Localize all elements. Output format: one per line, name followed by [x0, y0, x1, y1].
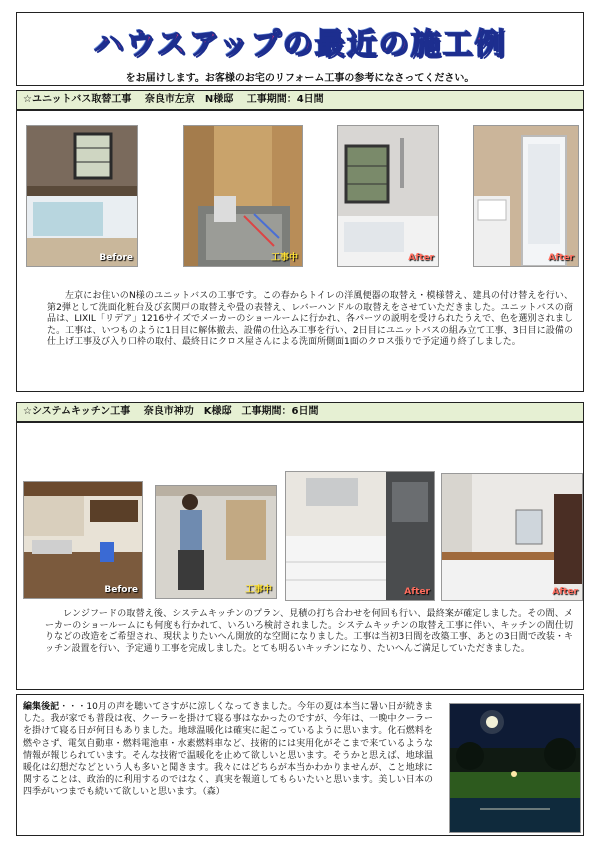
section-1-body	[16, 110, 584, 392]
section-2-photo-after-1	[285, 471, 435, 601]
section-1-heading: ☆ユニットバス取替工事 奈良市左京 N様邸 工事期間：4日間	[16, 90, 584, 110]
editorial-text	[23, 701, 433, 799]
page-title: ハウスアップの最近の施工例	[93, 27, 507, 62]
photo-label: After	[408, 253, 434, 263]
editorial-photo	[449, 703, 581, 833]
photo-label: Before	[104, 585, 138, 595]
section-1-photo-after-2	[473, 125, 579, 267]
editorial-heading: 編集後記	[23, 702, 60, 712]
title-block	[16, 12, 584, 86]
section-1-photo-before	[26, 125, 138, 267]
bath-door-after-image	[474, 126, 578, 266]
section-2-photo-construction	[155, 485, 277, 599]
photo-label: Before	[99, 253, 133, 263]
photo-label: After	[548, 253, 574, 263]
bath-demolition-image	[184, 126, 302, 266]
section-2-body	[16, 422, 584, 690]
section-2-photo-before	[23, 481, 143, 599]
page-subtitle: をお届けします。お客様のお宅のリフォーム工事の参考になさってください。	[125, 73, 475, 84]
kitchen-counter-after-image	[442, 474, 582, 600]
bath-after-image	[338, 126, 438, 266]
photo-label: After	[552, 587, 578, 597]
section-2-photo-after-2	[441, 473, 583, 601]
editorial-body: ・・・10月の声を聴いてさすがに涼しくなってきました。今年の夏は本当に暑い日が続きました。我が家でも普段は夜、クーラーを掛けて寝る事はなかったのですが、今年は、一晩中クーラーを掛けて寝る日が何日もありました。地球温暖化は確実に起こっているように思います。化石燃料を燃やさず、電気自動車・燃料電池車・水素燃料車など、技術的には実用化がそこまで来ているような情報が報じられています。そんな技術で温暖化を止めて欲しいと思います。そうかと思えば、地球温暖化は幻想だなどという人も多いと聞きます。我々にはどちらが本当かわかりませんが、こと地球に関することは、政治的に利用するのではなく、真実を報道してもらいたいと思います。美しい日本の四季がいつまでも続いて欲しいと思います。（森）	[23, 702, 433, 798]
section-1-photo-construction	[183, 125, 303, 267]
section-1-description: 左京にお住いのN様のユニットバスの工事です。この春からトイレの洋風便器の取替え・模様替え、建具の付け替えを行い、第2弾として洗面化粧台及び玄関戸の取替えや畳の表替え、レバーハンドルの取替えをさせていただきました。ユニットバスの商品は、LIXIL「リデア」1216サイズでメーカーのショールームに行かれ、各パーツの説明を受けられたうえで、色を選別されました。工事は、いつものように1日目に解体撤去、設備の仕込み工事を行い、2日目にユニットバスの組み立て工事、3日目に設備の仕上げ工事及び入り口枠の取付、最終日にクロス屋さんによる洗面所側面1面のクロス張りで予定通り終了しました。	[47, 291, 573, 348]
section-2-description: レンジフードの取替え後、システムキッチンのプラン、見積の打ち合わせを何回も行い、最終案が確定しました。その間、メーカーのショールームにも何度も行かれて、いろいろ検討されました。システムキッチンの取替え工事に伴い、キッチンの間仕切りなどの改造をご希望され、現状よりたいへん開放的な空間になりました。工事は当初3日間を改築工事、あとの3日間で改装・キッチン設置を行い、予定通り工事を完成しました。とても明るいキッチンになり、たいへんご満足していただきました。	[45, 609, 573, 654]
photo-label: 工事中	[244, 585, 272, 595]
bathtub-before-image	[27, 126, 137, 266]
editorial-section	[16, 694, 584, 836]
night-landscape-image	[450, 704, 580, 832]
kitchen-after-image	[286, 472, 434, 600]
photo-label: After	[404, 587, 430, 597]
section-1-photo-after-1	[337, 125, 439, 267]
kitchen-before-image	[24, 482, 142, 598]
section-2-heading: ☆システムキッチン工事 奈良市神功 K様邸 工事期間：6日間	[16, 402, 584, 422]
photo-label: 工事中	[270, 253, 298, 263]
